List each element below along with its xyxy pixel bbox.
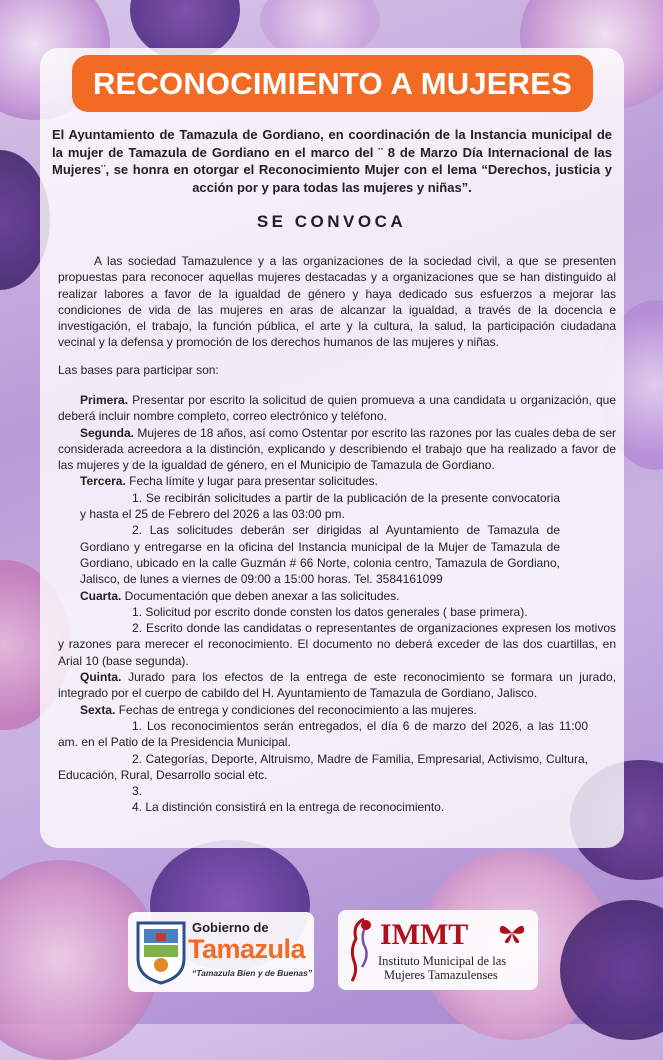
municipal-shield-icon [134,919,188,985]
base-label: Cuarta. [80,588,122,603]
base-segunda [58,425,616,474]
convocatoria-paragraph: A las sociedad Tamazulence y a las organizaciones de la sociedad civil, a que se presenten propuestas para reconocer aquellas mujeres destacadas y a organizaciones que se han distinguido al realizar labores a favor de la igualdad de género y haya dedicado sus esfuerzos a mejorar las condiciones de vida de las mujeres en aras de alcanzar la igualdad, a través de la docencia e investigación, el trabajo, la función pública, el arte y la cultura, la salud, la participación ciudadana vecinal y la defensa y promoción de los derechos humanos de las mujeres y niñas. [58,254,616,350]
immt-acronym: IMMT [380,918,469,951]
base-label: Segunda. [80,425,135,440]
base-label: Tercera. [80,474,126,489]
base-text: Jurado para los efectos de la entrega de este reconocimiento se formara un jurado, integrado por el cuerpo de cabildo del H. Ayuntamiento de Tamazula de Gordiano, Jalisco. [58,670,616,701]
sexta-item-4: 4. La distinción consistirá en la entrega de reconocimiento. [132,800,445,815]
gobierno-slogan-text: “Tamazula Bien y de Buenas” [192,968,313,978]
bases-intro: Las bases para participar son: [58,363,219,377]
base-text: Fechas de entrega y condiciones del reconocimiento a las mujeres. [115,702,477,717]
gobierno-top-text: Gobierno de [192,920,269,935]
base-sexta [58,702,616,718]
intro-paragraph: El Ayuntamiento de Tamazula de Gordiano, en coordinación de la Instancia municipal de la mujer de Tamazula de Gordiano en el marco del ¨ 8 de Marzo Día Internacional de las Mujeres¨, se honra en otorgar el Reconocimiento Mujer con el lema “Derechos, justicia y acción por y para todas las mujeres y niñas”. [52,127,612,195]
base-text: Mujeres de 18 años, así como Ostentar por escrito las razones por las cuales deba de ser considerada acreedora a la distinción, explicando y describiendo el trabajo que ha realizado a favor de las mujeres y de la igualdad de género, en el Municipio de Tamazula de Gordiano. [58,425,616,473]
page-title: RECONOCIMIENTO A MUJERES [72,55,593,112]
immt-logo [338,910,538,990]
bases-list [58,392,616,816]
tercera-item-2: 2. Las solicitudes deberán ser dirigidas al Ayuntamiento de Tamazula de Gordiano y entregarse en la oficina del Instancia municipal de la Mujer de Tamazula de Gordiano, ubicado en la calle Guzmán # 66 Norte, colonia centro, Tamazula de Gordiano, Jalisco, de lunes a viernes de 09:00 a 15:00 horas. Tel. 3584161099 [80,523,560,587]
base-label: Quinta. [80,670,122,685]
base-primera [58,392,616,425]
immt-line-2: Mujeres Tamazulenses [384,968,498,982]
cuarta-item-2: 2. Escrito donde las candidatas o representantes de organizaciones expresen los motivos y razones para merecer el reconocimiento. El documento no deberá exceder de las dos cuartillas, en Arial 10 (base segunda). [58,621,616,668]
base-tercera [58,473,616,489]
base-label: Primera. [80,393,129,407]
base-text: Documentación que deben anexar a las solicitudes. [121,588,400,603]
se-convoca-heading: SE CONVOCA [256,212,407,231]
gobierno-name-text: Tamazula [188,934,306,964]
base-label: Sexta. [80,702,116,717]
base-quinta [58,669,616,702]
sexta-item-2: 2. Categorías, Deporte, Altruismo, Madre de Familia, Empresarial, Activismo, Cultura, Educación, Rural, Desarrollo social etc. [58,751,588,782]
base-text: Presentar por escrito la solicitud de quien promueva a una candidata u organización, que deberá incluir nombre completo, correo electrónico y teléfono. [58,393,616,424]
sexta-item-3: 3. [132,784,143,799]
base-cuarta [58,588,616,604]
tercera-item-1: 1. Se recibirán solicitudes a partir de la publicación de la presente convocatoria y hasta el 25 de Febrero del 2026 a las 03:00 pm. [80,490,560,522]
base-text: Fecha límite y lugar para presentar solicitudes. [125,474,378,489]
butterfly-icon [498,922,526,944]
immt-line-1: Instituto Municipal de las [378,954,507,968]
sexta-item-1: 1. Los reconocimientos serán entregados, el día 6 de marzo del 2026, a las 11:00 am. en el Patio de la Presidencia Municipal. [58,718,588,750]
gobierno-tamazula-logo [128,912,314,992]
cuarta-item-1: 1. Solicitud por escrito donde consten los datos generales ( base primera). [132,604,528,619]
woman-silhouette-icon [344,915,378,985]
